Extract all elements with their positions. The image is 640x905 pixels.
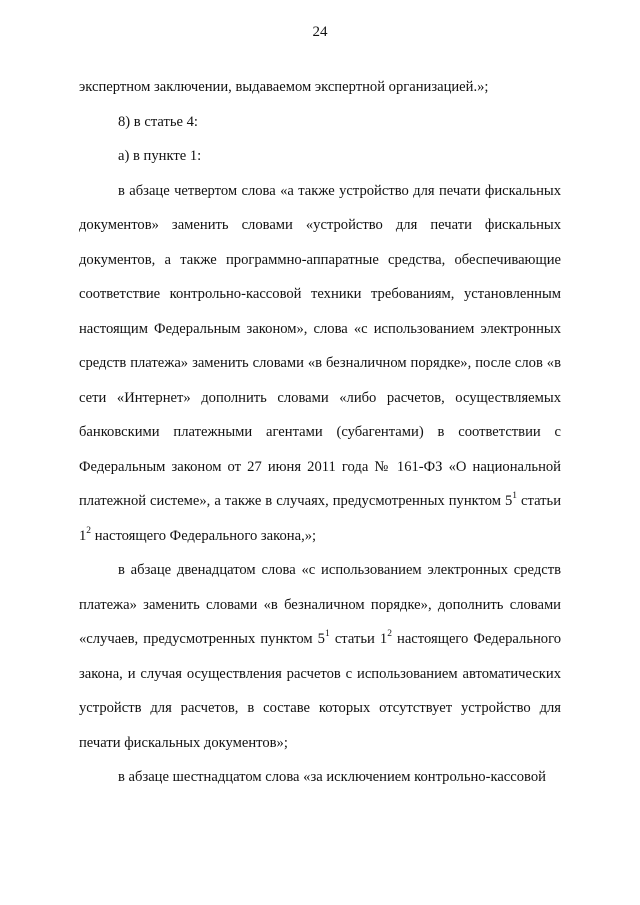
paragraph-text: статьи 1 bbox=[79, 493, 562, 544]
paragraph-abzac-12 bbox=[79, 553, 561, 760]
superscript: 1 bbox=[512, 491, 518, 502]
paragraph-item-8: 8) в статье 4: bbox=[118, 113, 198, 130]
paragraph-text: настоящего Федерального закона, и случая осуществления расчетов с использованием автоматических устройств для расчетов, в составе которых отсутствует устройство для печати фискальных документов»; bbox=[79, 631, 562, 751]
paragraph-text: в абзаце четвертом слова «а также устройство для печати фискальных документов» заменить словами «устройство для печати фискальных документов, а также программно-аппаратные средства, обеспечивающие соответствие контрольно-кассовой техники требованиям, установленным настоящим Федеральным законом», слова «с использованием электронных средств платежа» заменить словами «в безналичном порядке», после слов «в сети «Интернет» дополнить словами «либо расчетов, осуществляемых банковскими платежными агентами (субагентами) в соответствии с Федеральным законом от 27 июня 2011 года № 161-ФЗ «О национальной платежной системе», а также в случаях, предусмотренных пунктом 5 bbox=[79, 182, 561, 509]
paragraph-text: статьи 1 bbox=[329, 631, 388, 647]
paragraph-subitem-a: а) в пункте 1: bbox=[118, 148, 202, 164]
paragraph-abzac-16: в абзаце шестнадцатом слова «за исключением контрольно-кассовой bbox=[118, 769, 546, 785]
document-body bbox=[79, 70, 561, 795]
superscript: 1 bbox=[324, 629, 330, 640]
paragraph-continuation: экспертном заключении, выдаваемом экспертной организацией.»; bbox=[79, 79, 489, 95]
page-number: 24 bbox=[312, 24, 328, 40]
paragraph-text: настоящего Федерального закона,»; bbox=[91, 527, 317, 544]
paragraph-text: в абзаце двенадцатом слова «с использованием электронных средств платежа» заменить словами «в безналичном порядке», дополнить словами «случаев, предусмотренных пунктом 5 bbox=[79, 562, 561, 647]
superscript: 2 bbox=[387, 629, 392, 640]
paragraph-abzac-4 bbox=[79, 174, 561, 554]
superscript: 2 bbox=[86, 525, 92, 536]
